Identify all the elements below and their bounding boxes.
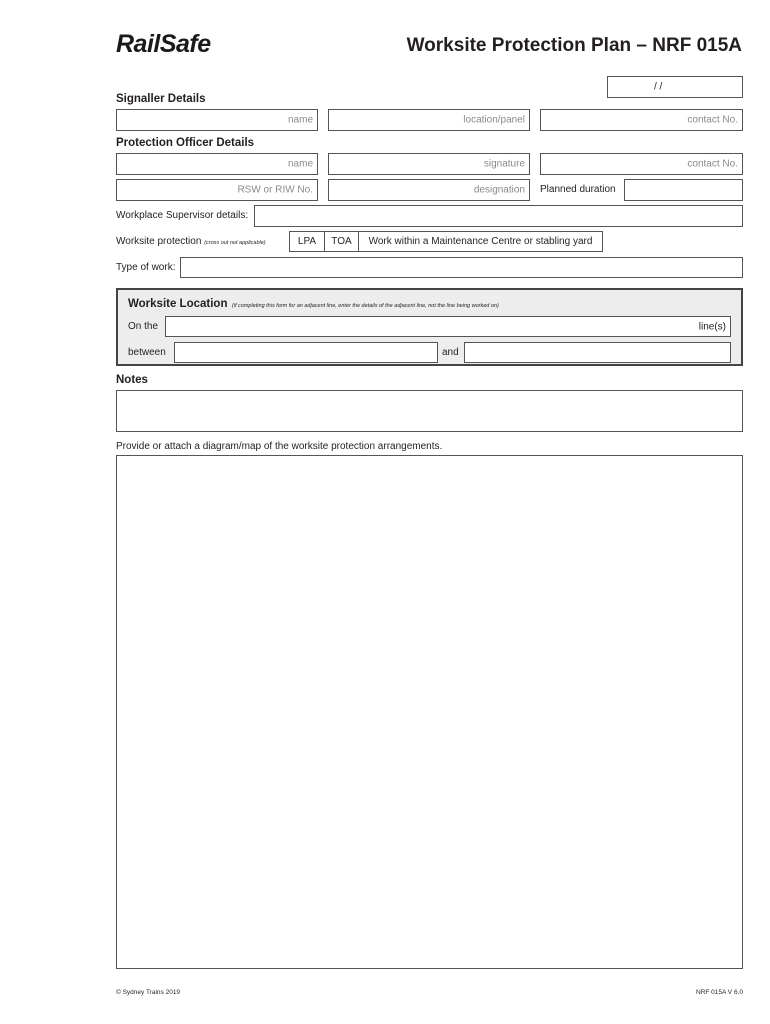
on-the-field[interactable] — [165, 316, 731, 337]
protection-officer-heading: Protection Officer Details — [116, 137, 255, 149]
po-contact-field[interactable] — [540, 153, 743, 175]
diagram-label: Provide or attach a diagram/map of the worksite protection arrangements. — [116, 441, 443, 452]
diagram-area[interactable] — [116, 455, 743, 969]
worksite-protection-text: Worksite protection — [116, 236, 202, 247]
signaller-contact-placeholder: contact No. — [687, 114, 738, 126]
between-label: between — [128, 347, 166, 358]
planned-duration-label: Planned duration — [540, 184, 616, 195]
date-field[interactable] — [607, 76, 743, 98]
po-designation-field[interactable] — [328, 179, 530, 201]
signaller-location-placeholder: location/panel — [463, 114, 525, 126]
signaller-contact-field[interactable] — [540, 109, 743, 131]
worksite-location-note: (if completing this form for an adjacent line, enter the details of the adjacent line, not the line being worked on) — [231, 303, 499, 309]
railsafe-logo: RailSafe — [116, 30, 211, 58]
po-designation-placeholder: designation — [473, 184, 525, 196]
lines-label: line(s) — [698, 321, 726, 332]
notes-field[interactable] — [116, 390, 743, 432]
workplace-supervisor-label: Workplace Supervisor details: — [116, 210, 249, 221]
worksite-location-section — [116, 288, 743, 366]
worksite-location-heading: Worksite Location — [128, 298, 228, 310]
footer-version: NRF 015A V 6.0 — [696, 989, 743, 996]
signaller-name-placeholder: name — [287, 114, 313, 126]
po-contact-placeholder: contact No. — [687, 158, 738, 170]
date-placeholder: / / — [654, 81, 663, 93]
signaller-heading: Signaller Details — [116, 93, 206, 105]
type-of-work-label: Type of work: — [116, 262, 176, 273]
option-toa[interactable]: TOA — [324, 231, 359, 252]
po-signature-field[interactable] — [328, 153, 530, 175]
worksite-protection-note: (cross out not applicable) — [204, 240, 266, 246]
po-signature-placeholder: signature — [483, 158, 525, 170]
page-title: Worksite Protection Plan – NRF 015A — [406, 35, 742, 56]
planned-duration-field[interactable] — [624, 179, 743, 201]
worksite-location-header — [128, 294, 499, 312]
workplace-supervisor-field[interactable] — [254, 205, 743, 227]
type-of-work-field[interactable] — [180, 257, 743, 278]
signaller-location-field[interactable] — [328, 109, 530, 131]
worksite-protection-label — [116, 236, 266, 247]
po-rsw-field[interactable] — [116, 179, 318, 201]
footer-copyright: © Sydney Trains 2019 — [116, 989, 181, 996]
and-field[interactable] — [464, 342, 731, 363]
po-name-placeholder: name — [287, 158, 313, 170]
option-maintenance-centre[interactable]: Work within a Maintenance Centre or stabling yard — [358, 231, 603, 252]
and-label: and — [442, 347, 459, 358]
notes-heading: Notes — [116, 374, 148, 386]
between-field[interactable] — [174, 342, 438, 363]
option-lpa[interactable]: LPA — [289, 231, 325, 252]
po-name-field[interactable] — [116, 153, 318, 175]
on-the-label: On the — [128, 321, 159, 332]
po-rsw-placeholder: RSW or RIW No. — [237, 184, 313, 196]
signaller-name-field[interactable] — [116, 109, 318, 131]
